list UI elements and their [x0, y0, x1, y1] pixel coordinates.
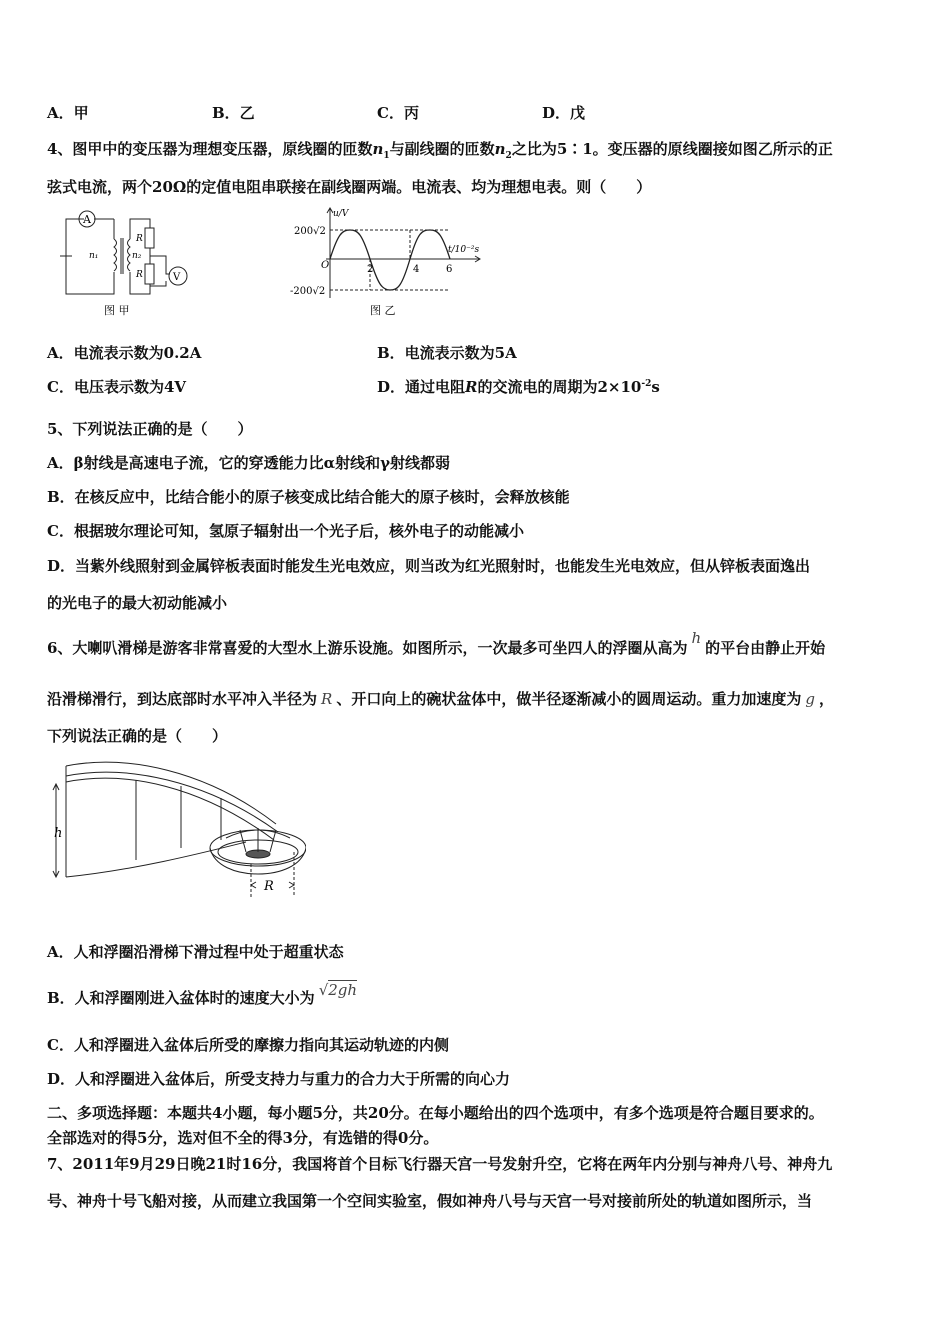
q4-option-a[interactable]: A．电流表示数为0.2A [47, 344, 202, 362]
q4-option-d[interactable]: D．通过电阻R的交流电的周期为$2\times 10^{-2}s$ [377, 378, 660, 396]
x-tick-6: 6 [446, 264, 453, 275]
q5-stem: 5、下列说法正确的是（ ） [47, 420, 253, 438]
q6-figure-slide [46, 752, 306, 900]
h-label: h [54, 826, 63, 841]
q4-option-b[interactable]: B．电流表示数为5A [377, 344, 517, 362]
q4-option-c[interactable]: C．电压表示数为4V [47, 378, 187, 396]
q4-figure-jia [56, 206, 206, 318]
section2-heading-line1: 二、多项选择题：本题共4小题，每小题5分，共20分。在每小题给出的四个选项中，有多个选项是符合题目要求的。 [47, 1104, 824, 1122]
q6-option-d[interactable]: D．人和浮圈进入盆体后，所受支持力与重力的合力大于所需的向心力 [47, 1070, 511, 1088]
voltmeter-label: V [173, 272, 181, 283]
q3-option-c[interactable]: C．丙 [377, 104, 419, 122]
q7-stem-line2: 号、神舟十号飞船对接，从而建立我国第一个空间实验室，假如神舟八号与天宫一号对接前所处的轨道如图所示，当 [47, 1192, 813, 1210]
q5-option-a[interactable]: A．β射线是高速电子流，它的穿透能力比α射线和γ射线都弱 [47, 454, 451, 472]
q4-stem-line2: 弦式电流，两个20Ω的定值电阻串联接在副线圈两端。电流表、均为理想电表。则（ ） [47, 178, 652, 196]
q6-option-b[interactable]: B．人和浮圈刚进入盆体时的速度大小为 √2gh [47, 981, 358, 1007]
q5-option-d-line1[interactable]: D．当紫外线照射到金属锌板表面时能发生光电效应，则当改为红光照射时，也能发生光电效应，但从锌板表面逸出 [47, 557, 811, 575]
t-axis-label: t/10⁻²s [448, 245, 480, 255]
u-min-label: -200√2 [290, 286, 326, 297]
u-axis-label: u/V [333, 209, 349, 219]
q3-option-b[interactable]: B．乙 [212, 104, 255, 122]
q3-option-a[interactable]: A．甲 [47, 104, 89, 122]
q5-option-d-line2[interactable]: 的光电子的最大初动能减小 [47, 594, 228, 612]
q6-stem-line3: 下列说法正确的是（ ） [47, 727, 228, 745]
x-tick-4: 4 [413, 264, 420, 275]
q4-stem-line1: 4、图甲中的变压器为理想变压器，原线圈的匝数$n_1$与副线圈的匝数$n_2$之比为5∶1。变压器的原线圈接如图乙所示的正 [47, 140, 833, 161]
origin-label: O [321, 260, 330, 271]
ammeter-label: A [83, 213, 91, 226]
q6-stem-line2: 沿滑梯滑行，到达底部时水平冲入半径为 R 、开口向上的碗状盆体中，做半径逐渐减小的圆周运动。重力加速度为 g ， [47, 690, 834, 708]
q6-option-c[interactable]: C．人和浮圈进入盆体后所受的摩擦力指向其运动轨迹的内侧 [47, 1036, 449, 1054]
q3-option-d[interactable]: D．戊 [542, 104, 586, 122]
q4-figure-yi [290, 206, 500, 318]
q6-option-a[interactable]: A．人和浮圈沿滑梯下滑过程中处于超重状态 [47, 943, 344, 961]
section2-heading-line2: 全部选对的得5分，选对但不全的得3分，有选错的得0分。 [47, 1129, 439, 1147]
n1-label: n₁ [89, 251, 99, 261]
r-label: R [264, 879, 274, 894]
q7-stem-line1: 7、2011年9月29日晚21时16分，我国将首个目标飞行器天宫一号发射升空，它将在两年内分别与神舟八号、神舟九 [47, 1155, 833, 1173]
u-max-label: 200√2 [294, 226, 326, 237]
figure-yi-caption: 图 乙 [370, 304, 396, 317]
q5-option-c[interactable]: C．根据玻尔理论可知，氢原子辐射出一个光子后，核外电子的动能减小 [47, 522, 524, 540]
resistor-1-label: R [136, 234, 143, 244]
resistor-2-label: R [136, 270, 143, 280]
figure-jia-caption: 图 甲 [104, 304, 130, 317]
x-tick-2: 2 [367, 264, 374, 275]
q6-stem-line1: 6、大喇叭滑梯是游客非常喜爱的大型水上游乐设施。如图所示，一次最多可坐四人的浮圈从高为h的平台由静止开始 [47, 629, 826, 657]
n2-label: n₂ [132, 251, 142, 261]
q5-option-b[interactable]: B．在核反应中，比结合能小的原子核变成比结合能大的原子核时，会释放核能 [47, 488, 570, 506]
